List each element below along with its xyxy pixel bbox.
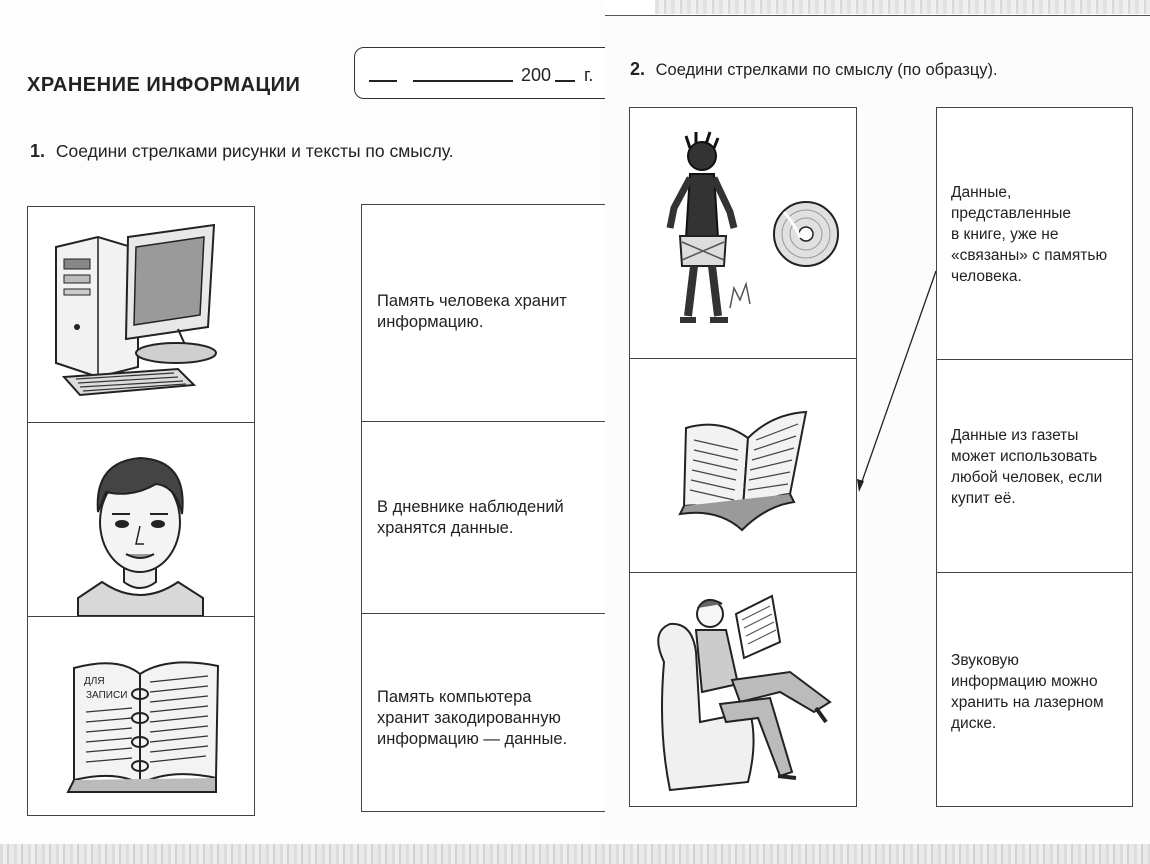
page-title: ХРАНЕНИЕ ИНФОРМАЦИИ	[27, 74, 301, 96]
task2-text-cell-2[interactable]	[937, 359, 1132, 573]
task2-text-column	[936, 107, 1133, 807]
task2-text-3	[951, 650, 1104, 734]
date-year-line[interactable]	[555, 80, 575, 82]
diary-book-icon	[28, 616, 254, 815]
scan-texture-top	[655, 0, 1150, 14]
boy-face-icon	[28, 422, 254, 616]
task2-text-2	[951, 425, 1102, 509]
scan-texture-bottom	[0, 844, 1150, 864]
task2-picture-column	[629, 107, 857, 807]
task1-picture-column	[27, 206, 255, 816]
text-line: может использовать	[951, 448, 1098, 465]
tribal-drummer-and-cd-icon	[630, 108, 856, 358]
text-line: человека.	[951, 268, 1022, 285]
date-box[interactable]	[354, 47, 616, 99]
task1-number: 1.	[30, 141, 46, 161]
task2-number: 2.	[630, 59, 646, 79]
text-line: информацию можно	[951, 673, 1098, 690]
text-line: любой человек, если	[951, 469, 1103, 486]
task1-text-cell-1[interactable]	[362, 205, 612, 422]
date-month-line[interactable]	[413, 80, 513, 82]
picture-cell-reader[interactable]	[630, 572, 856, 806]
task1-text-column	[361, 204, 612, 812]
text-line: диске.	[951, 715, 997, 732]
text-line: представленные	[951, 205, 1072, 222]
task2-text-1	[951, 182, 1107, 287]
picture-cell-boy[interactable]	[28, 422, 254, 617]
task2-instruction	[630, 59, 998, 80]
svg-text:ЗАПИСИ: ЗАПИСИ	[86, 690, 128, 701]
task1-text: Соедини стрелками рисунки и тексты по смыслу.	[55, 141, 454, 161]
computer-icon	[28, 207, 254, 422]
date-year: 200	[521, 65, 552, 85]
text-line: хранятся данные.	[377, 519, 514, 537]
picture-cell-drummer[interactable]	[630, 108, 856, 359]
task1-text-2	[377, 497, 564, 539]
picture-cell-book[interactable]	[630, 358, 856, 573]
date-suffix: г.	[584, 65, 594, 85]
task1-text-cell-2[interactable]	[362, 421, 612, 614]
text-line: Данные из газеты	[951, 427, 1079, 444]
text-line: Память компьютера	[377, 688, 532, 706]
text-line: хранить на лазерном	[951, 694, 1104, 711]
task2-text-cell-1[interactable]	[937, 108, 1132, 360]
task2-text-cell-3[interactable]	[937, 572, 1132, 806]
task1-text-cell-3[interactable]	[362, 613, 612, 811]
text-line: Звуковую	[951, 652, 1019, 669]
text-line: Данные,	[951, 184, 1012, 201]
text-line: хранит закодированную	[377, 709, 561, 727]
date-day-line[interactable]	[369, 80, 397, 82]
text-line: В дневнике наблюдений	[377, 498, 564, 516]
text-line: информацию — данные.	[377, 730, 568, 748]
task1-instruction	[30, 141, 454, 162]
svg-text:ДЛЯ: ДЛЯ	[84, 676, 105, 687]
picture-cell-computer[interactable]	[28, 207, 254, 423]
man-reading-newspaper-icon	[630, 572, 856, 806]
text-line: информацию.	[377, 313, 484, 331]
task2-text: Соедини стрелками по смыслу (по образцу).	[655, 61, 998, 79]
text-line: Память человека хранит	[377, 292, 567, 310]
text-line: в книге, уже не	[951, 226, 1059, 243]
text-line: «связаны» с памятью	[951, 247, 1108, 264]
picture-cell-diary[interactable]	[28, 616, 254, 815]
open-book-icon	[630, 358, 856, 572]
right-page	[605, 16, 1150, 841]
text-line: купит её.	[951, 490, 1016, 507]
task1-text-1	[377, 291, 567, 333]
task1-text-3	[377, 687, 567, 750]
